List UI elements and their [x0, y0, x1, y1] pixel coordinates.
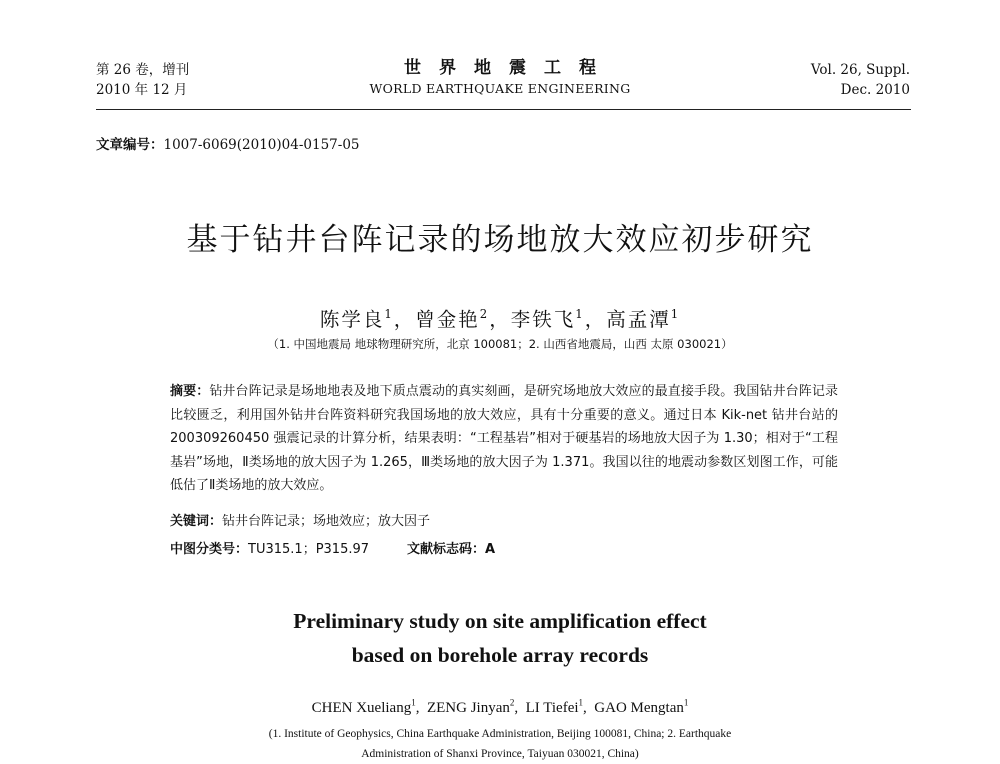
author-cn: 曾金艳$^2$: [415, 306, 490, 331]
journal-name-en: WORLD EARTHQUAKE ENGINEERING: [369, 81, 631, 96]
keywords: [170, 510, 430, 529]
author-en: GAO Mengtan$^1$: [594, 697, 689, 716]
clc-label: 中图分类号：: [170, 542, 249, 557]
article-number: [96, 133, 360, 153]
doc-code-label: 文献标志码：: [407, 542, 486, 557]
header-rule: [96, 109, 911, 110]
date-en: Dec. 2010: [840, 82, 910, 98]
author-cn: 高孟潭$^1$: [606, 306, 681, 331]
volume-issue-cn: 第 26 卷，增刊: [96, 62, 190, 78]
author-cn: 陈学良$^1$: [319, 306, 394, 331]
abstract-label: 摘要：: [170, 384, 210, 399]
volume-issue-en: Vol. 26, Suppl.: [810, 62, 910, 78]
classification: [170, 538, 495, 557]
keywords-label: 关键词：: [170, 514, 223, 529]
journal-name-cn: 世界地震工程: [404, 58, 614, 78]
authors-en: CHEN Xueliang$^1$, ZENG Jinyan$^2$, LI Tiefei$^1$, GAO Mengtan$^1$: [311, 697, 689, 716]
authors-cn: 陈学良$^1$，曾金艳$^2$，李铁飞$^1$，高孟潭$^1$: [319, 306, 681, 331]
author-cn: 李铁飞$^1$: [510, 306, 585, 331]
title-en-line1: Preliminary study on site amplification effect: [293, 609, 707, 633]
abstract: [170, 380, 838, 498]
date-cn: 2010 年 12 月: [96, 82, 188, 98]
keywords-text: 钻井台阵记录；场地效应；放大因子: [222, 514, 431, 529]
article-number-value: 1007-6069(2010)04-0157-05: [163, 137, 360, 153]
affiliation-en-line1: (1. Institute of Geophysics, China Earthquake Administration, Beijing 100081, China; 2. Earthquake: [268, 728, 732, 740]
clc-value: TU315.1；P315.97: [248, 542, 370, 557]
title-cn: 基于钻井台阵记录的场地放大效应初步研究: [186, 222, 814, 258]
affiliation-en-line2: Administration of Shanxi Province, Taiyuan 030021, China): [361, 748, 639, 760]
affiliation-cn: （1. 中国地震局 地球物理研究所，北京 100081；2. 山西省地震局，山西 太原 030021）: [267, 337, 733, 351]
title-en: [0, 604, 1000, 672]
header-right: [811, 60, 910, 100]
abstract-text: 钻井台阵记录是场地地表及地下质点震动的真实刻画，是研究场地放大效应的最直接手段。我国钻井台阵记录比较匮乏，利用国外钻井台阵资料研究我国场地的放大效应，具有十分重要的意义。通过日本 Kik-net 钻井台站的 200309260450 强震记录的计算分析，结果表明：“工程基岩”相对于硬基岩的场地放大因子为 1.30；相对于“工程基岩”场地，Ⅱ类场地的放大因子为 1.265，Ⅲ类场地的放大因子为 1.371。我国以往的地震动参数区划图工作，可能低估了Ⅱ类场地的放大效应。: [170, 384, 838, 493]
author-en: ZENG Jinyan$^2$: [426, 697, 515, 716]
article-number-label: 文章编号：: [96, 137, 164, 153]
author-en: LI Tiefei$^1$: [525, 697, 584, 716]
doc-code-value: A: [485, 542, 496, 557]
affiliation-en: [0, 724, 1000, 764]
author-en: CHEN Xueliang$^1$: [311, 697, 416, 716]
title-en-line2: based on borehole array records: [351, 643, 649, 667]
